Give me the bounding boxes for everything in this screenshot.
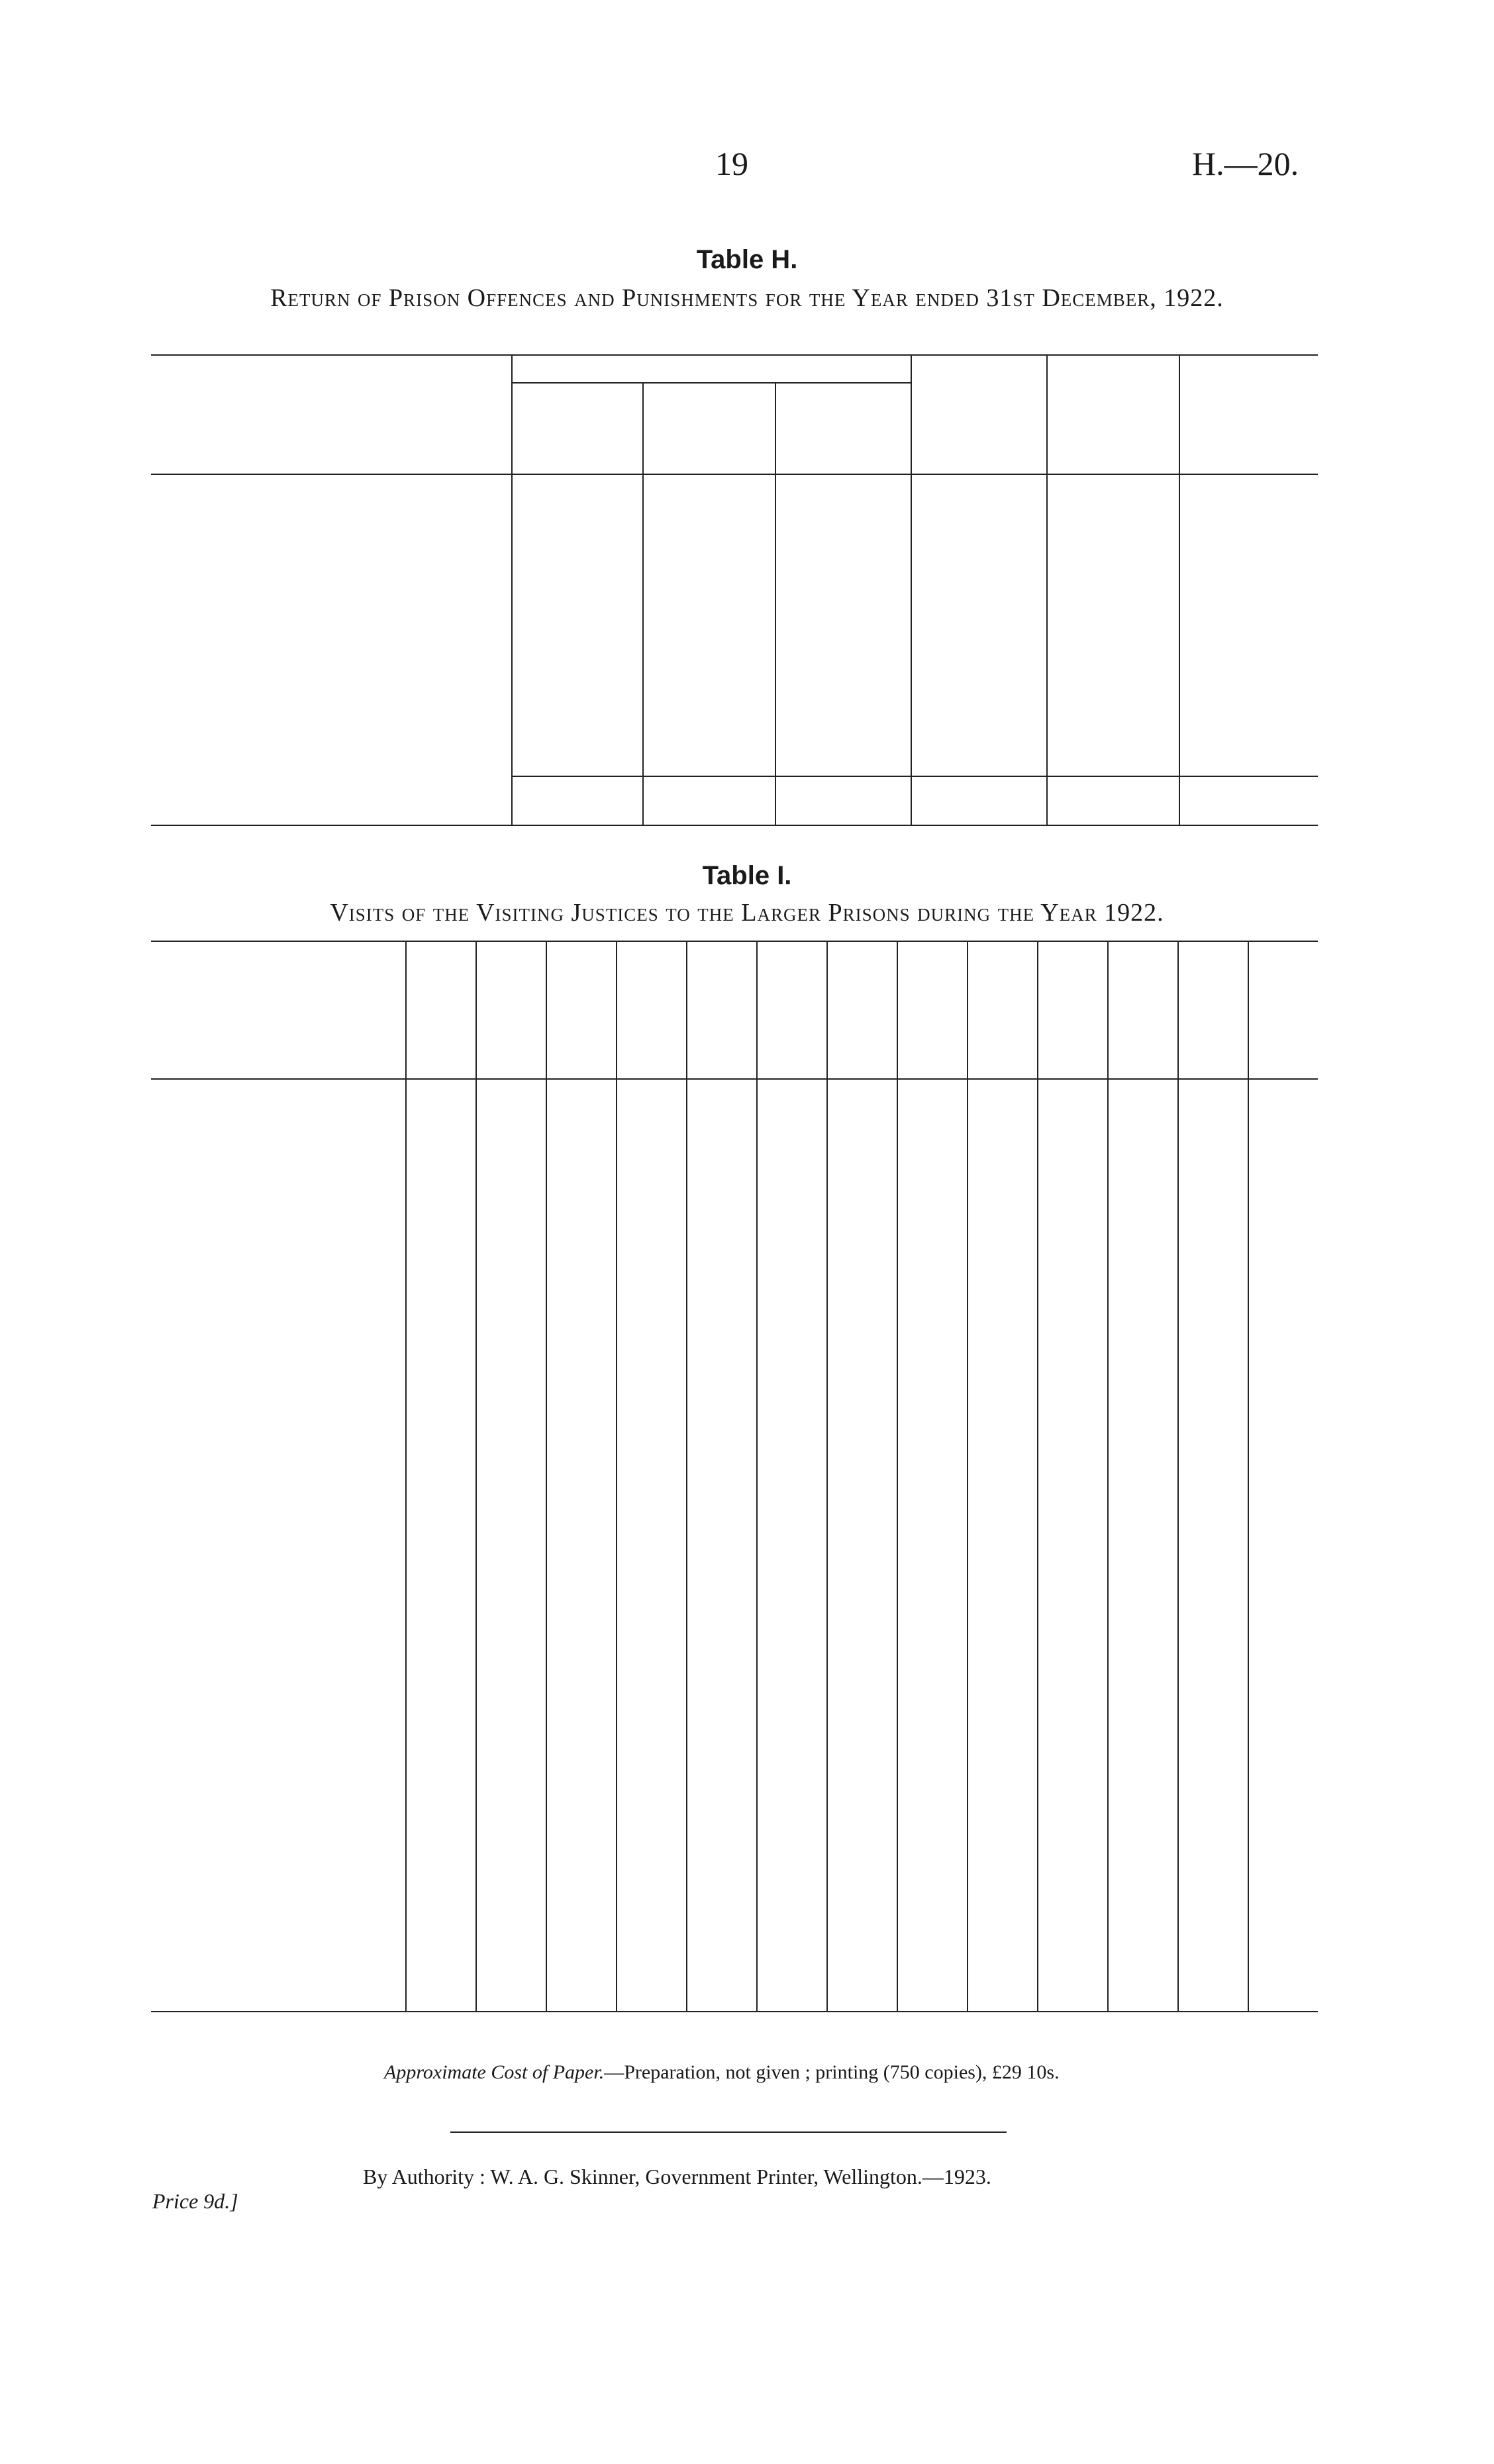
authority-line: By Authority : W. A. G. Skinner, Government Printer, Wellington.—1923. xyxy=(363,2165,991,2188)
page-number: 19 xyxy=(715,145,748,182)
table-h-title: Table H. xyxy=(696,245,798,274)
table-h-subtitle: Return of Prison Offences and Punishments for the Year ended 31st December, 1922. xyxy=(270,284,1224,312)
table-h-bottom-rule xyxy=(151,825,1318,826)
table-i-column-rule xyxy=(475,941,477,2011)
table-h-column-rule xyxy=(775,382,776,825)
table-i-column-rule xyxy=(826,941,828,2011)
table-h-offences-rule xyxy=(511,382,911,384)
cost-text: —Preparation, not given ; printing (750 copies), £29 10s. xyxy=(604,2061,1060,2083)
document-reference: H.—20. xyxy=(1192,145,1299,182)
table-i-column-rule xyxy=(1177,941,1179,2011)
cost-label: Approximate Cost of Paper. xyxy=(384,2061,605,2083)
table-i-column-rule xyxy=(967,941,968,2011)
table-h-column-rule xyxy=(1179,354,1180,825)
table-h-column-rule xyxy=(1046,354,1048,825)
table-i-column-rule xyxy=(546,941,547,2011)
table-i-title: Table I. xyxy=(702,861,792,890)
table-h-header-rule xyxy=(151,474,1318,475)
table-i-column-rule xyxy=(405,941,407,2011)
table-i-column-rule xyxy=(756,941,758,2011)
table-i-column-rule xyxy=(616,941,617,2011)
price: Price 9d.] xyxy=(152,2189,238,2213)
table-h-column-rule xyxy=(642,382,644,825)
table-i-column-rule xyxy=(1037,941,1038,2011)
table-h-top-rule xyxy=(151,354,1318,356)
table-i-column-rule xyxy=(1248,941,1249,2011)
table-h-totals-rule xyxy=(511,776,1318,777)
table-i-subtitle: Visits of the Visiting Justices to the Larger Prisons during the Year 1922. xyxy=(330,899,1164,927)
table-i-header-rule xyxy=(151,1078,1318,1080)
table-i-column-rule xyxy=(1107,941,1109,2011)
table-i-bottom-rule xyxy=(151,2011,1318,2012)
footer-rule xyxy=(450,2131,1007,2133)
table-h-column-rule xyxy=(911,354,912,825)
cost-note xyxy=(384,2061,1444,2084)
table-i-top-rule xyxy=(151,941,1318,942)
table-i-column-rule xyxy=(686,941,687,2011)
table-i-column-rule xyxy=(897,941,898,2011)
table-h-column-rule xyxy=(511,354,513,825)
